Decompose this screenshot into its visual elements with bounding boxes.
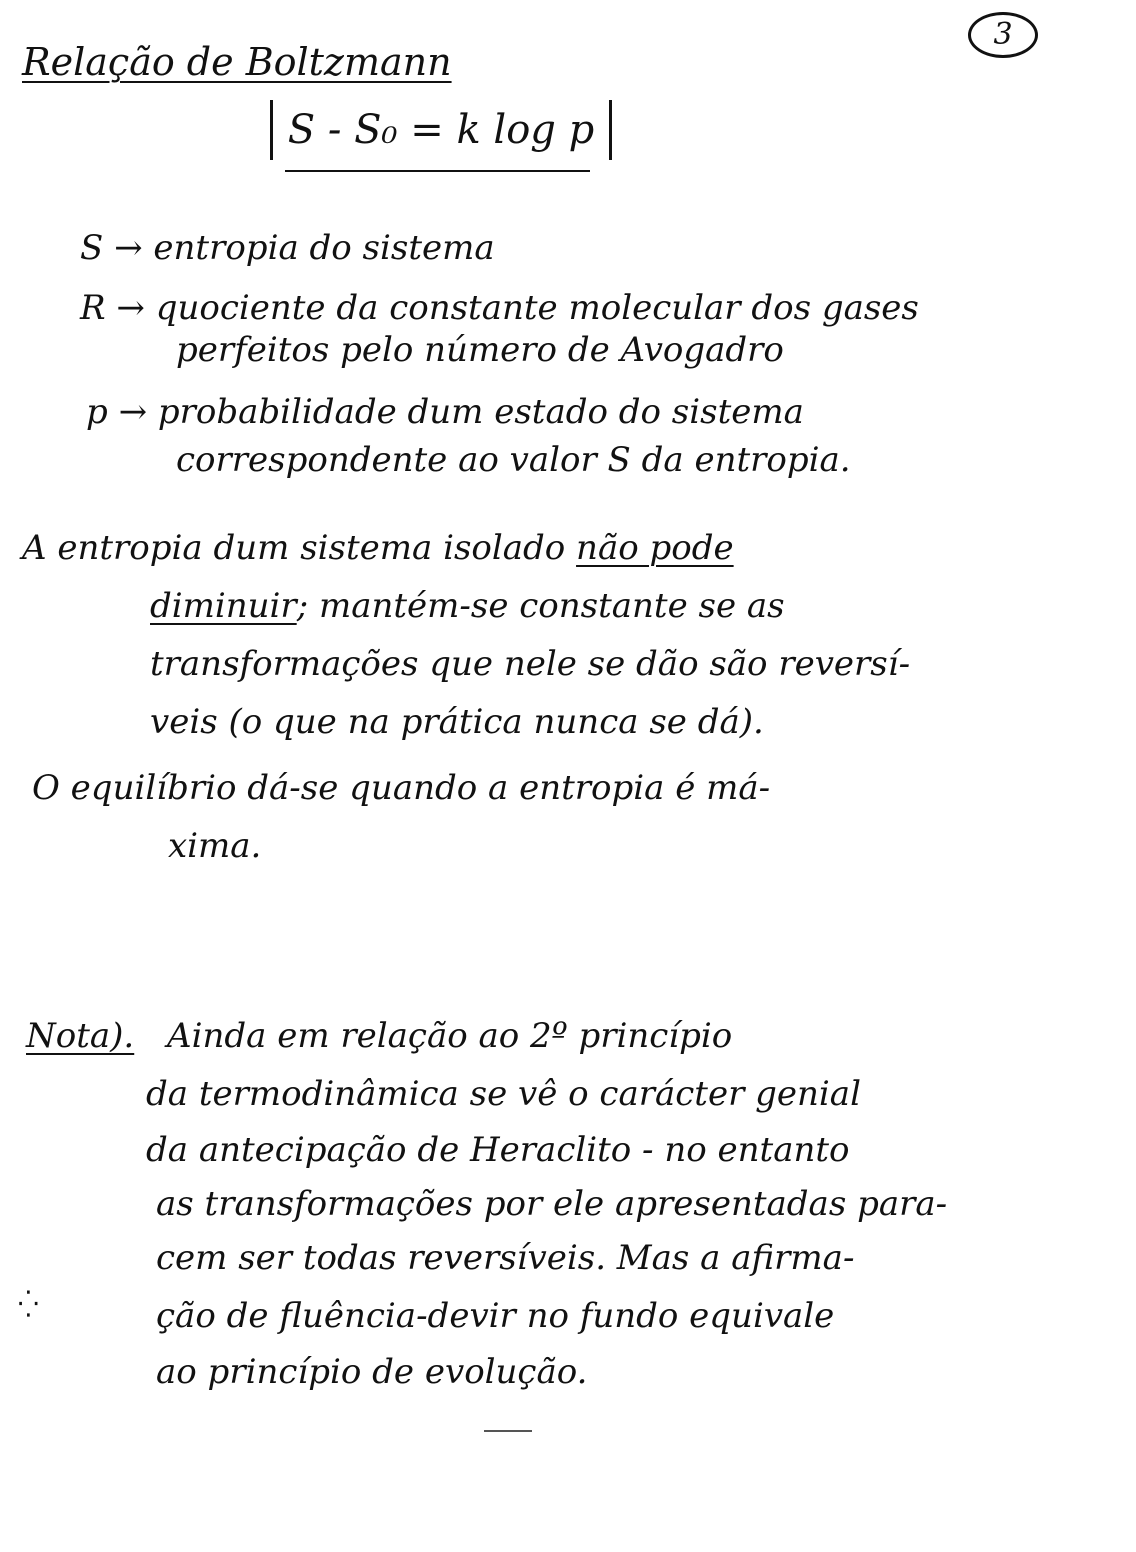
paragraph-line: O equilíbrio dá-se quando a entropia é má- (32, 768, 771, 808)
underlined-phrase: diminuir (150, 586, 297, 626)
formula-underline (285, 170, 590, 172)
definition-line: R → quociente da constante molecular dos gases (80, 288, 919, 328)
margin-mark: ⁛ (18, 1290, 39, 1320)
page-title: Relação de Boltzmann (22, 40, 452, 84)
bottom-rule (484, 1430, 532, 1432)
paragraph-line (150, 586, 785, 627)
definition-line: S → entropia do sistema (80, 228, 495, 268)
note-text: Ainda em relação ao 2º princípio (167, 1016, 733, 1056)
underlined-phrase: não pode (576, 528, 734, 568)
definition-line: perfeitos pelo número de Avogadro (176, 330, 784, 370)
paragraph-text: A entropia dum sistema isolado (22, 528, 577, 568)
paragraph-line (22, 528, 734, 569)
note-line: as transformações por ele apresentadas para- (156, 1184, 948, 1224)
definition-line: p → probabilidade dum estado do sistema (86, 392, 804, 432)
paragraph-line: veis (o que na prática nunca se dá). (150, 702, 764, 742)
note-label: Nota). (26, 1016, 135, 1056)
note-line: da antecipação de Heraclito - no entanto (146, 1130, 850, 1170)
boltzmann-formula: S - S₀ = k log p (270, 100, 612, 160)
paragraph-line: xima. (168, 826, 262, 866)
note-line: da termodinâmica se vê o carácter genial (146, 1074, 861, 1114)
page-number: 3 (968, 12, 1038, 58)
paragraph-text: ; mantém-se constante se as (296, 586, 785, 626)
paragraph-line: transformações que nele se dão são reversí- (150, 644, 911, 684)
note-line: ção de fluência-devir no fundo equivale (156, 1296, 835, 1336)
note-line (26, 1016, 732, 1057)
note-line: ao princípio de evolução. (156, 1352, 588, 1392)
definition-line: correspondente ao valor S da entropia. (176, 440, 851, 480)
note-line: cem ser todas reversíveis. Mas a afirma- (156, 1238, 855, 1278)
